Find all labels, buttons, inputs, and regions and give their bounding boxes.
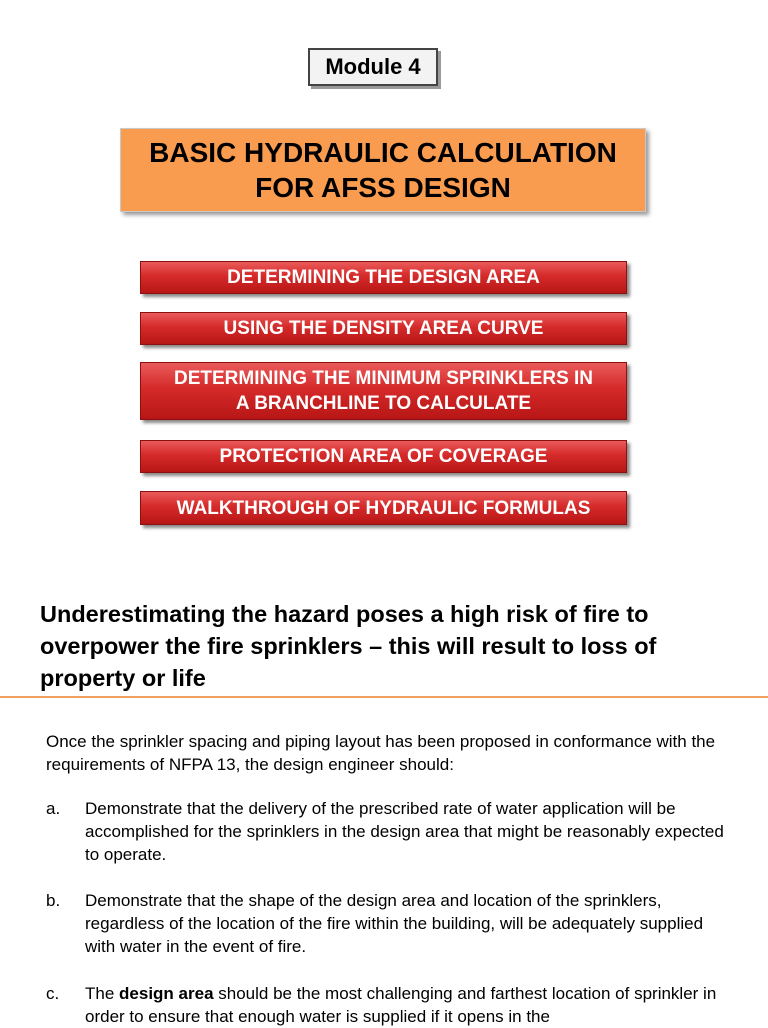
list-marker: a. (46, 799, 61, 818)
topic-button-label: DETERMINING THE DESIGN AREA (227, 267, 540, 288)
topic-button-density-area-curve[interactable] (140, 312, 627, 345)
list-item-text: Demonstrate that the shape of the design area and location of the sprinklers, regardless of the location of the fire within the building, will be adequately supplied with water in the event of fire. (85, 891, 704, 956)
list-item-text-start: The (85, 984, 120, 1003)
topic-button-label-line-1: DETERMINING THE MINIMUM SPRINKLERS IN (173, 368, 594, 389)
topic-button-label: WALKTHROUGH OF HYDRAULIC FORMULAS (176, 497, 591, 519)
topic-button-protection-area[interactable] (140, 440, 627, 473)
topic-button-label: PROTECTION AREA OF COVERAGE (219, 446, 548, 467)
topic-button-label: USING THE DENSITY AREA CURVE (223, 318, 544, 339)
topic-button-label-line-2: A BRANCHLINE TO CALCULATE (235, 393, 532, 414)
list-marker: c. (46, 984, 60, 1003)
topic-button-hydraulic-formulas[interactable] (140, 491, 627, 525)
topic-button-design-area[interactable] (140, 261, 627, 294)
module-label (308, 48, 438, 86)
list-item-text-end: should be the most challenging and farthest location of sprinkler in order to ensure that enough water is supplied if it opens in the (85, 984, 717, 1026)
page-title-line-1: BASIC HYDRAULIC CALCULATION (149, 137, 617, 168)
design-area-term: design area (119, 984, 214, 1003)
topic-button-minimum-sprinklers[interactable] (140, 362, 627, 420)
warning-headline: Underestimating the hazard poses a high risk of fire to overpower the fire sprinklers – this will result to loss of property or life (40, 601, 657, 691)
page-title-line-2: FOR AFSS DESIGN (255, 172, 511, 203)
section-divider (0, 696, 768, 698)
list-marker: b. (46, 891, 61, 910)
intro-paragraph: Once the sprinkler spacing and piping layout has been proposed in conformance with the requirements of NFPA 13, the design engineer should: (46, 732, 716, 774)
module-label-text: Module 4 (325, 54, 421, 79)
list-item-text: Demonstrate that the delivery of the prescribed rate of water application will be accomplished for the sprinklers in the design area that might be reasonably expected to operate. (85, 799, 724, 864)
page-title (120, 128, 646, 212)
list-item-text (85, 982, 735, 1028)
